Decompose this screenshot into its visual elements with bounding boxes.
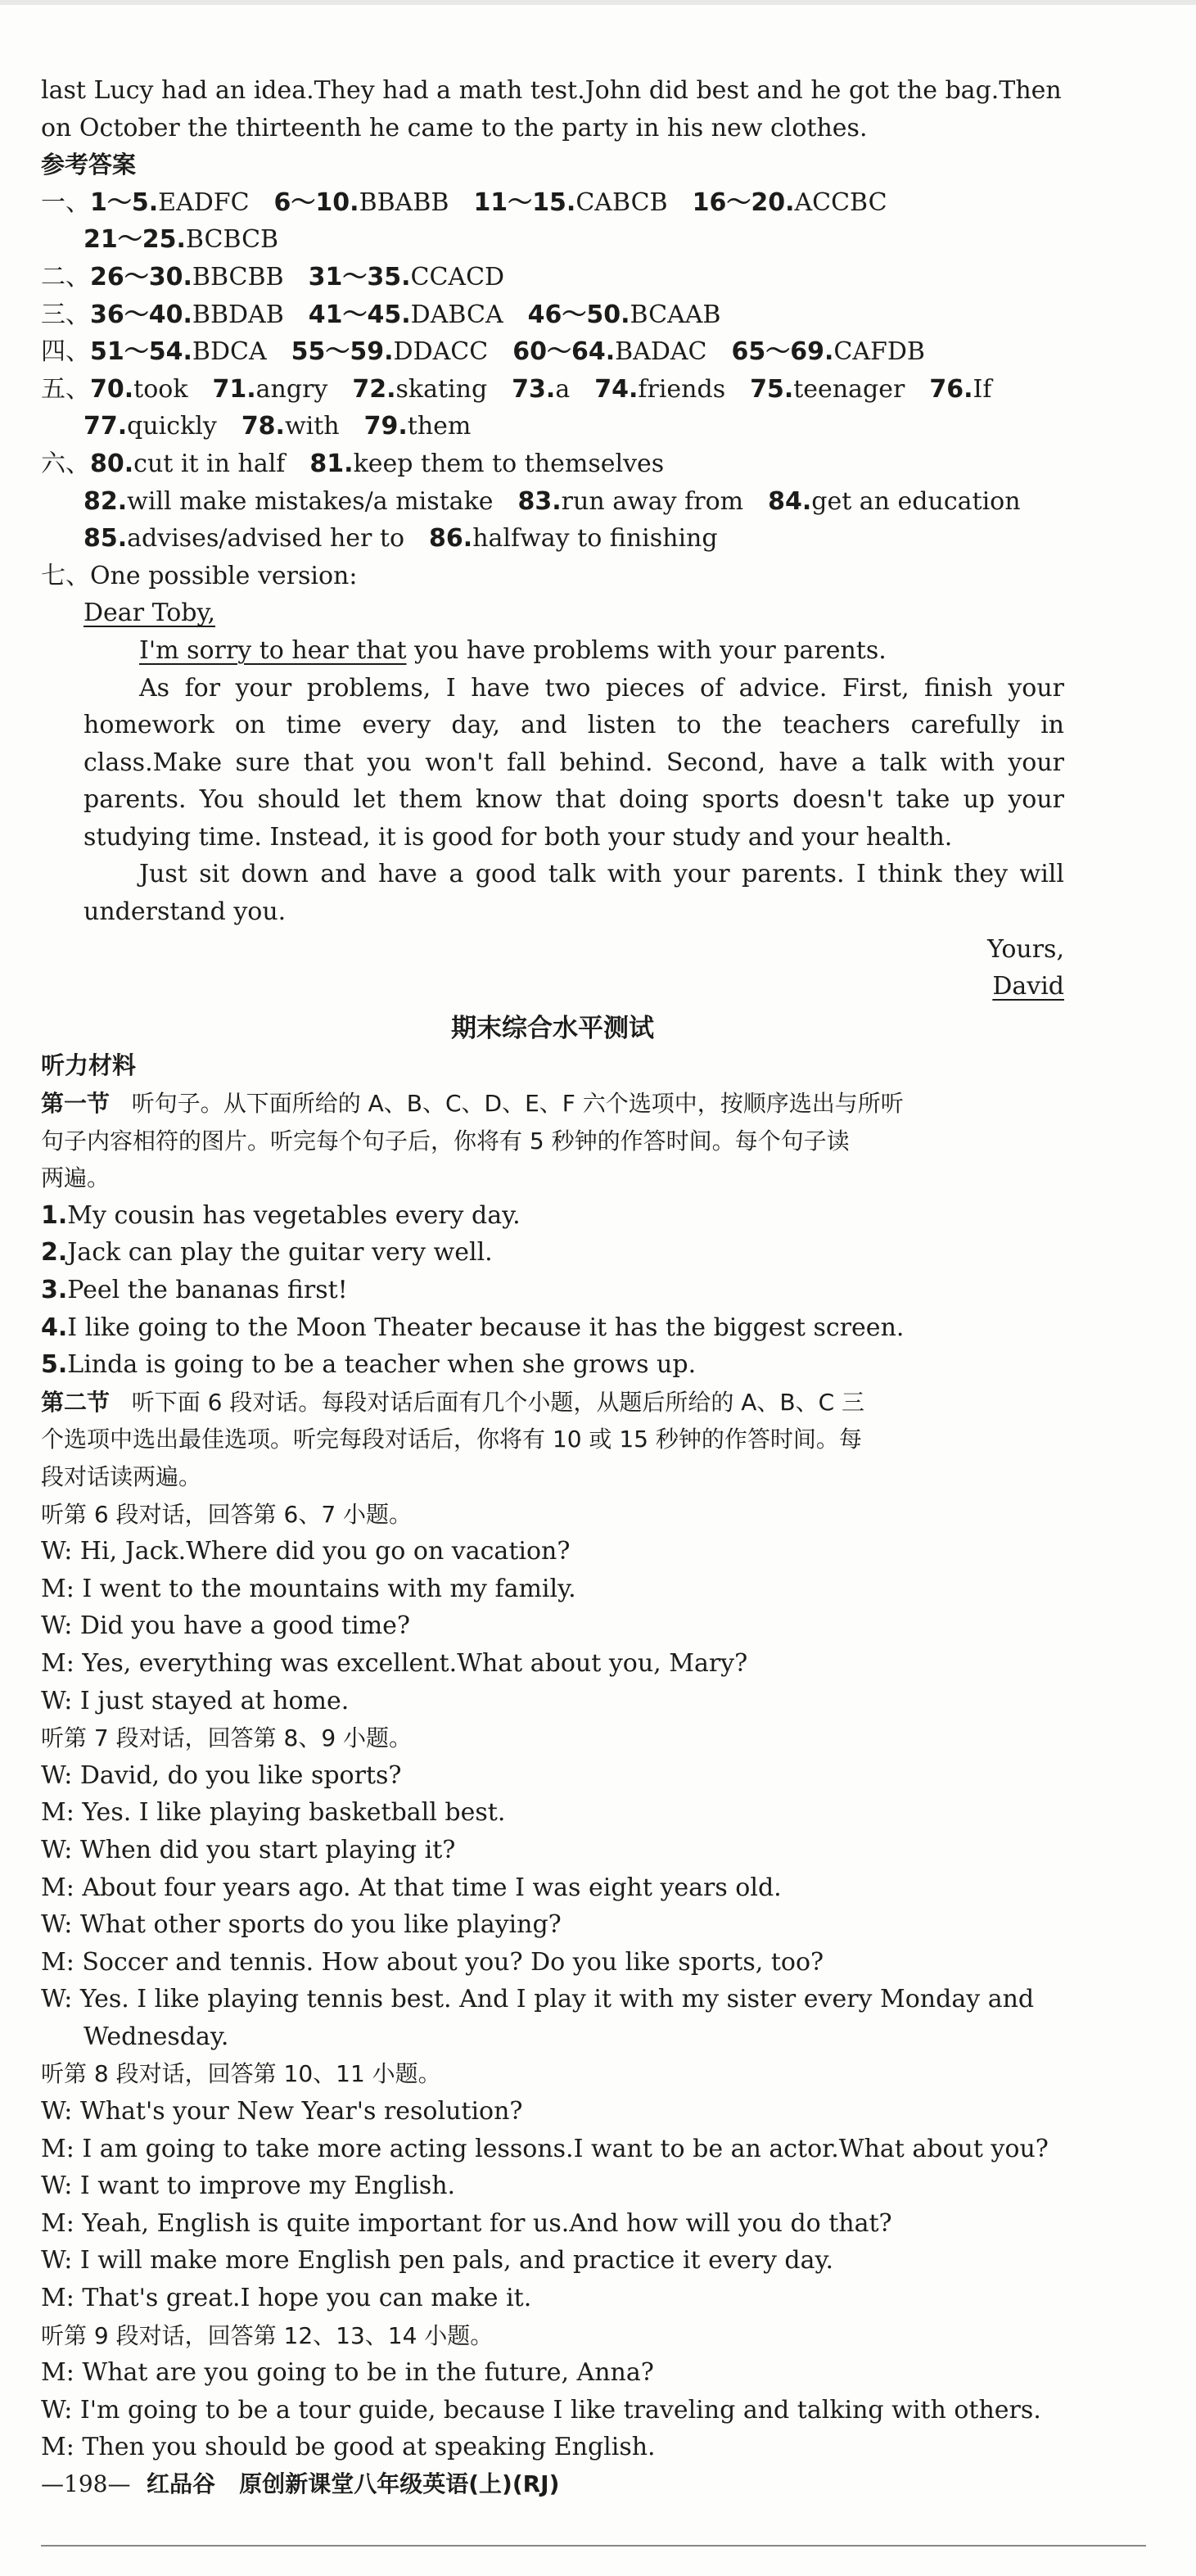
answer-range: 21～25. [83, 225, 186, 255]
answer-value: BADAC [615, 337, 707, 367]
answers-heading: 参考答案 [41, 151, 137, 179]
book-title: 原创新课堂八年级英语(上)(RJ) [239, 2470, 560, 2497]
dialogue-line: M: Yes, everything was excellent.What about you, Mary? [41, 1648, 748, 1678]
letter-paragraph-advice: As for your problems, I have two pieces of advice. First, finish your homework on time every day, and listen to the teachers carefully in class.Make sure that you won't fall behind. Second, have a talk with your parents. You should let them know that doing sports doesn't take up your studying time. Instead, it is good for both your study and your health. [83, 673, 1064, 852]
dialogue-line: M: I am going to take more acting lessons.I want to be an actor.What about you? [41, 2134, 1049, 2163]
dialogue-line: W: I'm going to be a tour guide, because I like traveling and talking with others. [41, 2395, 1041, 2425]
answer-item [90, 337, 267, 366]
answer-item [274, 188, 449, 217]
answer-value: them [407, 412, 472, 441]
dialogue-line: W: Did you have a good time? [41, 1611, 410, 1641]
dialogue-line: M: I went to the mountains with my family. [41, 1574, 576, 1603]
sentence-number: 3. [41, 1276, 68, 1304]
dialogue-line: M: That's great.I hope you can make it. [41, 2284, 532, 2313]
dialogue-transcript [41, 1496, 1064, 2466]
answer-item [309, 263, 505, 291]
answer-item [352, 375, 487, 404]
answer-value: BCAAB [630, 300, 721, 329]
answer-item [429, 524, 718, 553]
answer-item [594, 375, 725, 404]
answer-range: 36～40. [90, 300, 192, 329]
answer-range: 74. [594, 374, 639, 404]
answer-item [213, 375, 328, 404]
answer-range: 82. [83, 486, 128, 516]
section-2-instruction-1: 听下面 6 段对话。每段对话后面有几个小题，从题后所给的 A、B、C 三 [131, 1388, 865, 1416]
page-footer [41, 2466, 559, 2499]
answer-item [90, 450, 285, 478]
listening-sentence [41, 1309, 1064, 1347]
answer-item [473, 188, 667, 217]
answer-range: 79. [363, 412, 408, 441]
dialogue-line: W: When did you start playing it? [41, 1835, 456, 1864]
answer-value: skating [395, 374, 488, 404]
answer-range: 72. [352, 374, 396, 404]
answer-item [693, 188, 887, 217]
footer-rule [41, 2545, 1146, 2547]
dialogue-line: W: What other sports do you like playing? [41, 1910, 562, 1940]
answer-value: DDACC [393, 337, 489, 367]
answer-value: angry [255, 374, 328, 404]
answer-range: 1～5. [90, 188, 159, 217]
dialogue-line: M: Then you should be good at speaking English. [41, 2433, 656, 2462]
sentence-number: 4. [41, 1313, 68, 1342]
listening-sentence [41, 1197, 1064, 1235]
answer-item [309, 301, 503, 329]
answer-value: BDCA [192, 337, 267, 367]
answer-item [83, 225, 278, 254]
dialogue-instruction: 听第 6 段对话，回答第 6、7 小题。 [41, 1500, 413, 1528]
answer-range: 81. [309, 449, 354, 478]
page-number: —198— [41, 2470, 131, 2497]
answer-row [41, 408, 1064, 445]
answer-range: 60～64. [512, 337, 616, 367]
section-1-instruction-1: 听句子。从下面所给的 A、B、C、D、E、F 六个选项中，按顺序选出与所听 [131, 1090, 904, 1118]
section-2 [41, 1384, 1064, 2466]
dialogue-line: M: About four years ago. At that time I was eight years old. [41, 1873, 782, 1902]
answer-value: quickly [127, 412, 217, 441]
answer-range: 73. [512, 374, 556, 404]
answer-item [512, 337, 706, 366]
answer-value: cut it in half [133, 449, 286, 478]
document-page [41, 72, 1064, 2466]
answer-item [768, 487, 1020, 516]
answer-range: 83. [517, 486, 562, 516]
answer-range: 86. [429, 524, 473, 554]
letter-salutation: Dear Toby, [83, 599, 216, 628]
answer-value: CABCB [575, 188, 668, 217]
sentence-text: Peel the bananas first! [67, 1276, 348, 1304]
answer-item [90, 375, 188, 404]
answer-item [90, 301, 284, 329]
listening-sentence [41, 1234, 1064, 1272]
answer-value: BBCBB [192, 262, 284, 291]
answer-value: If [973, 374, 992, 404]
answer-section-prefix: 一、 [41, 188, 90, 217]
answer-value: advises/advised her to [127, 524, 405, 554]
answer-value: get an education [811, 486, 1021, 516]
answer-value: friends [638, 374, 726, 404]
dialogue-line: M: Soccer and tennis. How about you? Do you like sports, too? [41, 1947, 824, 1977]
publisher-brand: 红品谷 [146, 2470, 215, 2497]
answer-row [41, 184, 1064, 222]
answer-item [518, 487, 744, 516]
answer-item [241, 412, 340, 441]
listening-sentence [41, 1272, 1064, 1309]
answer-item [364, 412, 472, 441]
letter-opening-underlined: I'm sorry to hear that [139, 635, 407, 665]
answer-range: 80. [90, 449, 134, 478]
letter-paragraph-closing: Just sit down and have a good talk with your parents. I think they will understand you. [83, 860, 1064, 927]
writing-sample [41, 558, 1064, 1006]
answer-range: 16～20. [692, 188, 795, 217]
dialogue-instruction: 听第 7 段对话，回答第 8、9 小题。 [41, 1724, 413, 1752]
sentence-text: I like going to the Moon Theater because it has the biggest screen. [67, 1313, 905, 1342]
answer-value: halfway to finishing [472, 524, 718, 554]
letter-opening-rest: you have problems with your parents. [406, 635, 887, 665]
sentence-text: Jack can play the guitar very well. [67, 1238, 493, 1268]
answer-range: 26～30. [90, 262, 192, 291]
answer-item [750, 375, 905, 404]
section-1-label: 第一节 [41, 1090, 111, 1118]
dialogue-line: M: Yes. I like playing basketball best. [41, 1798, 506, 1828]
answer-item [83, 412, 217, 441]
answer-value: CCACD [410, 262, 505, 291]
sentence-number: 2. [41, 1238, 68, 1268]
dialogue-line: M: Yeah, English is quite important for us.And how will you do that? [41, 2208, 892, 2238]
answer-section-prefix: 六、 [41, 449, 90, 478]
answer-item [83, 524, 404, 553]
answer-item [732, 337, 925, 366]
answer-section-prefix: 三、 [41, 300, 90, 329]
answer-range: 78. [241, 412, 285, 441]
answer-value: ACCBC [794, 188, 887, 217]
answer-row [41, 445, 1064, 483]
answer-range: 6～10. [273, 188, 359, 217]
section-2-instruction-2: 个选项中选出最佳选项。听完每段对话后，你将有 10 或 15 秒钟的作答时间。每 [41, 1426, 862, 1453]
section-1-instruction-3: 两遍。 [41, 1164, 111, 1192]
answer-range: 51～54. [90, 337, 192, 367]
page-top-edge [0, 0, 1196, 5]
answer-value: took [133, 374, 188, 404]
dialogue-line: M: What are you going to be in the future, Anna? [41, 2358, 654, 2388]
dialogue-line: W: David, do you like sports? [41, 1760, 402, 1790]
answer-row [41, 296, 1064, 334]
answer-row [41, 221, 1064, 259]
dialogue-instruction: 听第 8 段对话，回答第 10、11 小题。 [41, 2060, 441, 2088]
sentence-text: My cousin has vegetables every day. [67, 1200, 521, 1230]
section-1 [41, 1085, 1064, 1384]
answer-value: will make mistakes/a mistake [127, 486, 494, 516]
answer-range: 31～35. [308, 262, 411, 291]
answer-row [41, 371, 1064, 409]
listening-heading: 听力材料 [41, 1051, 137, 1080]
summary-line: last Lucy had an idea.They had a math test.John did best and he got the bag.Then [41, 76, 1062, 105]
answer-item [90, 188, 250, 217]
section-2-label: 第二节 [41, 1388, 111, 1416]
sentence-text: Linda is going to be a teacher when she grows up. [67, 1350, 697, 1380]
answer-value: BBABB [359, 188, 449, 217]
dialogue-line: W: I will make more English pen pals, and practice it every day. [41, 2246, 834, 2275]
dialogue-line: W: What's your New Year's resolution? [41, 2097, 523, 2126]
answer-item [309, 450, 664, 478]
answer-value: BCBCB [185, 225, 279, 255]
answer-value: DABCA [410, 300, 503, 329]
dialogue-line: W: Hi, Jack.Where did you go on vacation? [41, 1537, 571, 1566]
answer-row [41, 520, 1064, 558]
answer-range: 71. [212, 374, 256, 404]
answer-row [41, 483, 1064, 521]
summary-line: on October the thirteenth he came to the party in his new clothes. [41, 113, 868, 142]
letter-signature: David [992, 972, 1064, 1001]
answer-section-prefix: 二、 [41, 262, 90, 291]
answer-section-prefix: 五、 [41, 374, 90, 404]
answer-range: 85. [83, 524, 128, 554]
answer-range: 70. [90, 374, 134, 404]
dialogue-instruction: 听第 9 段对话，回答第 12、13、14 小题。 [41, 2321, 494, 2349]
answer-row [41, 259, 1064, 296]
answer-range: 11～15. [473, 188, 576, 217]
answer-row [41, 333, 1064, 371]
answer-value: keep them to themselves [353, 449, 665, 478]
answer-value: EADFC [158, 188, 250, 217]
section-1-sentences [41, 1197, 1064, 1384]
dialogue-line: W: I want to improve my English. [41, 2172, 456, 2201]
answer-item [929, 375, 991, 404]
answer-item [90, 263, 284, 291]
answer-value: a [555, 374, 571, 404]
test-title: 期末综合水平测试 [451, 1013, 654, 1043]
answer-range: 55～59. [291, 337, 394, 367]
story-summary [41, 72, 1064, 147]
section-2-instruction-3: 段对话读两遍。 [41, 1462, 202, 1490]
listening-sentence [41, 1346, 1064, 1384]
sentence-number: 1. [41, 1200, 68, 1230]
answer-range: 75. [750, 374, 794, 404]
answer-value: run away from [561, 486, 744, 516]
answer-range: 41～45. [308, 300, 411, 329]
answer-value: teenager [793, 374, 905, 404]
answer-item [291, 337, 489, 366]
dialogue-continuation: Wednesday. [83, 2022, 229, 2051]
answer-range: 76. [929, 374, 973, 404]
answer-range: 65～69. [731, 337, 834, 367]
answer-key [41, 184, 1064, 558]
answer-section-prefix: 四、 [41, 337, 90, 367]
section-prefix: 七、 [41, 561, 90, 590]
answer-range: 77. [83, 412, 128, 441]
answer-item [528, 301, 721, 329]
answer-range: 84. [768, 486, 812, 516]
writing-label: One possible version: [90, 561, 358, 590]
answer-value: with [284, 412, 340, 441]
answer-item [512, 375, 570, 404]
answer-range: 46～50. [527, 300, 630, 329]
answer-value: BBDAB [192, 300, 284, 329]
dialogue-line: W: I just stayed at home. [41, 1686, 350, 1715]
answer-value: CAFDB [833, 337, 925, 367]
letter-closing: Yours, [987, 934, 1064, 964]
answer-item [83, 487, 494, 516]
sentence-number: 5. [41, 1350, 68, 1380]
dialogue-line: W: Yes. I like playing tennis best. And I play it with my sister every Monday and [41, 1985, 1035, 2014]
section-1-instruction-2: 句子内容相符的图片。听完每个句子后，你将有 5 秒钟的作答时间。每个句子读 [41, 1127, 850, 1155]
